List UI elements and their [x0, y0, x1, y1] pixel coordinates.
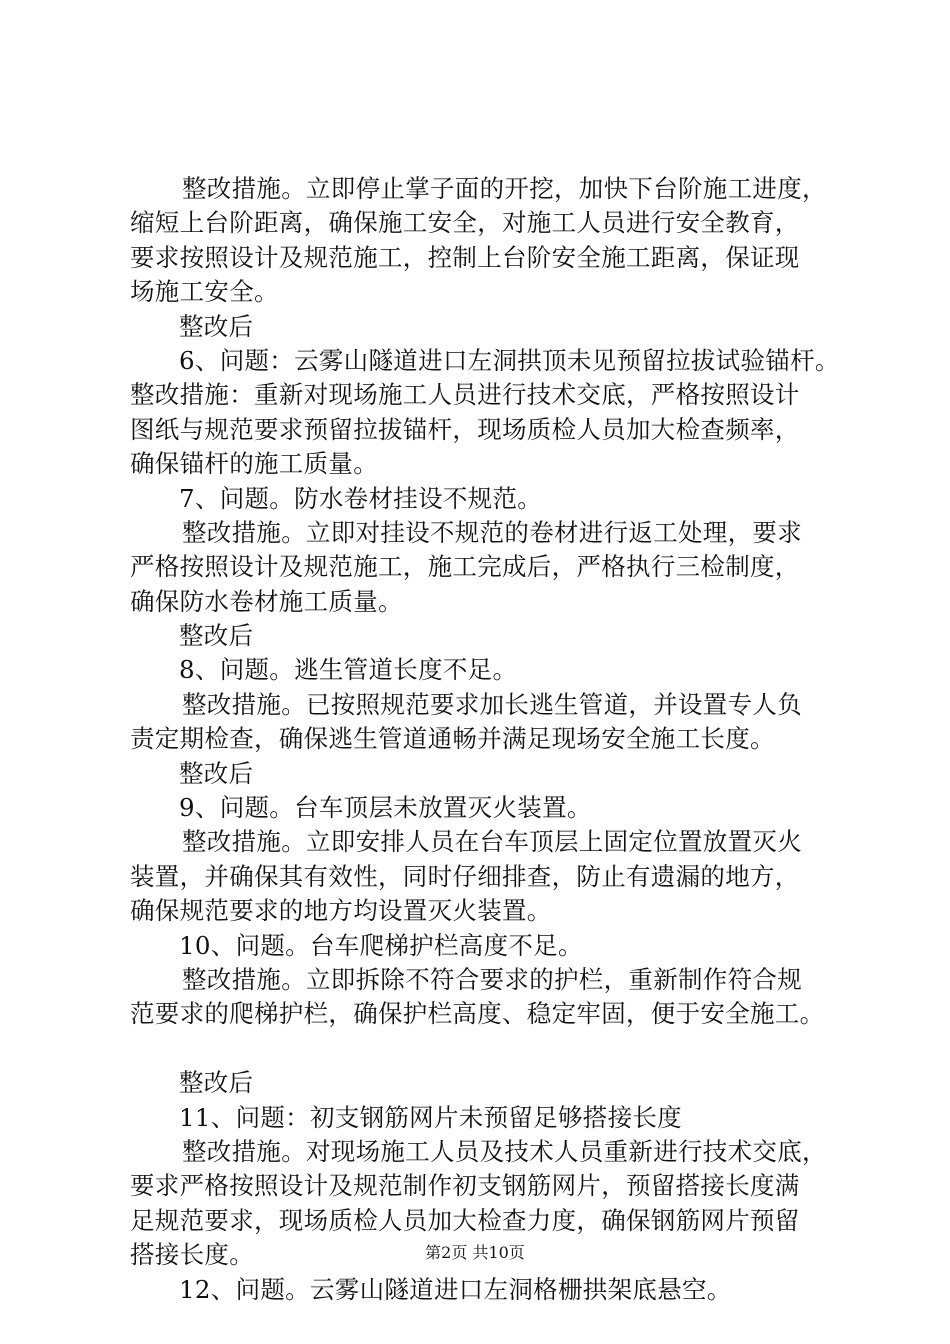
- text-line: 7、问题。防水卷材挂设不规范。: [179, 483, 543, 513]
- text-line: 确保规范要求的地方均设置灭火装置。: [130, 896, 552, 926]
- text-line: 整改后: [179, 311, 254, 341]
- text-line: 严格按照设计及规范施工，施工完成后，严格执行三检制度，: [130, 552, 800, 582]
- text-line: 范要求的爬梯护栏，确保护栏高度、稳定牢固，便于安全施工。: [130, 999, 825, 1029]
- text-line: 整改后: [179, 758, 254, 788]
- text-line: 责定期检查，确保逃生管道通畅并满足现场安全施工长度。: [130, 724, 775, 754]
- text-line: 足规范要求，现场质检人员加大检查力度，确保钢筋网片预留: [130, 1205, 800, 1235]
- text-line: 8、问题。逃生管道长度不足。: [179, 655, 518, 685]
- text-line: 9、问题。台车顶层未放置灭火装置。: [179, 793, 592, 823]
- text-line: 整改措施。立即安排人员在台车顶层上固定位置放置灭火: [182, 827, 802, 857]
- text-line: 6、问题：云雾山隧道进口左洞拱顶未见预留拉拔试验锚杆。: [179, 345, 840, 375]
- text-line: 整改措施。对现场施工人员及技术人员重新进行技术交底，: [182, 1136, 827, 1166]
- text-line: 12、问题。云雾山隧道进口左洞格栅拱架底悬空。: [179, 1274, 732, 1304]
- text-line: 整改措施。立即对挂设不规范的卷材进行返工处理，要求: [182, 517, 802, 547]
- text-line: 10、问题。台车爬梯护栏高度不足。: [179, 930, 583, 960]
- text-line: 要求按照设计及规范施工，控制上台阶安全施工距离，保证现: [130, 242, 800, 272]
- text-line: 整改后: [179, 1068, 254, 1098]
- text-line: 整改措施。已按照规范要求加长逃生管道，并设置专人负: [182, 689, 802, 719]
- text-line: 图纸与规范要求预留拉拔锚杆，现场质检人员加大检查频率，: [130, 414, 800, 444]
- text-line: 整改措施：重新对现场施工人员进行技术交底，严格按照设计: [130, 380, 800, 410]
- text-line: 装置，并确保其有效性，同时仔细排查，防止有遗漏的地方，: [130, 861, 800, 891]
- text-line: 确保锚杆的施工质量。: [130, 449, 378, 479]
- text-line: 整改后: [179, 621, 254, 651]
- text-line: 场施工安全。: [130, 277, 279, 307]
- body-text: [130, 172, 850, 1307]
- text-line: 缩短上台阶距离，确保施工安全，对施工人员进行安全教育，: [130, 208, 800, 238]
- text-line: 11、问题：初支钢筋网片未预留足够搭接长度: [179, 1102, 682, 1132]
- text-line: 整改措施。立即停止掌子面的开挖，加快下台阶施工进度，: [182, 174, 827, 203]
- text-line: 搭接长度。: [130, 1240, 254, 1270]
- text-line: 整改措施。立即拆除不符合要求的护栏，重新制作符合规: [182, 964, 802, 994]
- blank-line: [130, 1032, 850, 1066]
- page-footer: 第2页 共10页: [425, 1243, 525, 1262]
- text-line: 确保防水卷材施工质量。: [130, 586, 403, 616]
- text-line: 要求严格按照设计及规范制作初支钢筋网片，预留搭接长度满: [130, 1171, 800, 1201]
